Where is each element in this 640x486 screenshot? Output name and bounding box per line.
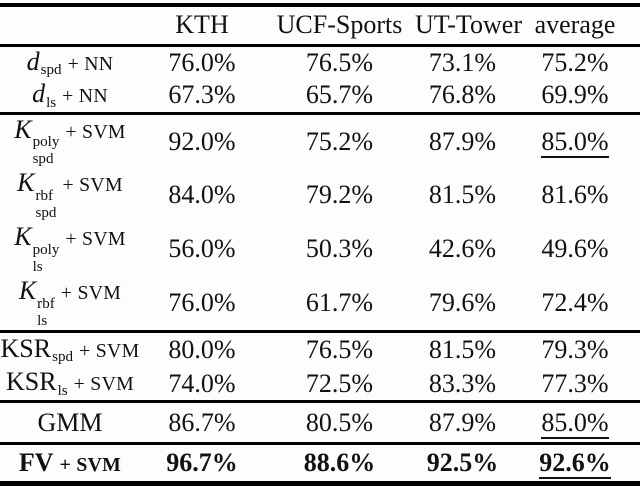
row-label bbox=[0, 444, 140, 484]
value-cell: 76.5% bbox=[305, 47, 374, 77]
label-superscript: rbf bbox=[35, 187, 54, 204]
value-cell: 79.3% bbox=[541, 335, 609, 365]
value-cell: 72.4% bbox=[541, 288, 609, 318]
table-group bbox=[0, 332, 640, 402]
label-base: d bbox=[26, 46, 40, 76]
table-group bbox=[0, 444, 640, 484]
value-cell: 80.0% bbox=[168, 335, 236, 365]
underlined-value: 85.0% bbox=[541, 126, 609, 156]
label-subscript: ls bbox=[57, 382, 68, 399]
table-row bbox=[0, 276, 640, 331]
value-cell: 75.2% bbox=[305, 126, 374, 156]
value-cell: 42.6% bbox=[428, 234, 497, 264]
label-base: K bbox=[14, 114, 32, 144]
row-label bbox=[0, 113, 140, 168]
label-base: GMM bbox=[37, 407, 103, 437]
header-row bbox=[0, 5, 640, 45]
value-cell: 74.0% bbox=[168, 368, 236, 398]
value-cell: 77.3% bbox=[541, 368, 609, 398]
value-cell: 81.6% bbox=[541, 180, 609, 210]
value-cell: 56.0% bbox=[168, 234, 236, 264]
table-row bbox=[0, 444, 640, 484]
value-cell: 75.2% bbox=[541, 47, 609, 77]
label-subscript: spd bbox=[40, 62, 62, 79]
label-supsub bbox=[33, 242, 60, 277]
value-cell: 76.0% bbox=[168, 288, 236, 318]
underlined-value: 85.0% bbox=[541, 407, 609, 437]
label-base: d bbox=[32, 79, 46, 109]
value-cell: 79.2% bbox=[305, 180, 374, 210]
row-label bbox=[0, 402, 140, 444]
table-row bbox=[0, 367, 640, 402]
row-label bbox=[0, 367, 140, 402]
col-header-ucf-sports: UCF-Sports bbox=[276, 10, 403, 40]
value-cell: 72.5% bbox=[305, 368, 374, 398]
row-label bbox=[0, 168, 140, 222]
results-table bbox=[0, 3, 640, 486]
value-cell bbox=[510, 402, 640, 444]
value-cell: 73.1% bbox=[428, 47, 497, 77]
value-cell: 76.5% bbox=[305, 335, 374, 365]
value-cell: 86.7% bbox=[168, 407, 236, 437]
row-label bbox=[0, 332, 140, 367]
label-base: K bbox=[17, 168, 35, 198]
label-superscript: poly bbox=[32, 241, 60, 258]
value-cell: 67.3% bbox=[168, 80, 236, 110]
value-cell: 79.6% bbox=[428, 288, 497, 318]
table-row bbox=[0, 45, 640, 79]
label-supsub bbox=[37, 296, 55, 331]
col-header-kth: KTH bbox=[175, 10, 229, 40]
label-suffix: + SVM bbox=[59, 454, 122, 477]
value-cell: 83.3% bbox=[428, 368, 497, 398]
label-base: K bbox=[14, 222, 32, 252]
label-base: KSR bbox=[0, 333, 52, 363]
label-subscript: spd bbox=[52, 349, 74, 366]
label-suffix: + NN bbox=[67, 52, 114, 75]
label-supsub bbox=[36, 188, 57, 223]
table-group bbox=[0, 45, 640, 113]
table-row bbox=[0, 168, 640, 222]
table-group bbox=[0, 113, 640, 332]
value-cell: 76.8% bbox=[428, 80, 497, 110]
table-row bbox=[0, 402, 640, 444]
row-label bbox=[0, 79, 140, 113]
value-cell: 76.0% bbox=[168, 47, 236, 77]
label-subscript: spd bbox=[35, 205, 57, 222]
label-superscript: rbf bbox=[37, 295, 55, 312]
label-subscript: ls bbox=[46, 94, 57, 111]
table-row bbox=[0, 332, 640, 367]
label-base: FV bbox=[18, 448, 54, 478]
underlined-value: 92.6% bbox=[539, 448, 611, 478]
value-cell: 50.3% bbox=[305, 234, 374, 264]
table-group bbox=[0, 402, 640, 444]
table-row bbox=[0, 113, 640, 168]
label-subscript: ls bbox=[32, 259, 43, 276]
label-base: KSR bbox=[5, 367, 57, 397]
label-supsub bbox=[33, 134, 60, 169]
value-cell: 87.9% bbox=[428, 126, 497, 156]
value-cell: 49.6% bbox=[541, 234, 609, 264]
label-suffix: + SVM bbox=[62, 174, 123, 197]
value-cell bbox=[510, 444, 640, 484]
value-cell: 84.0% bbox=[168, 180, 236, 210]
col-header-ut-tower: UT-Tower bbox=[415, 10, 522, 40]
label-suffix: + SVM bbox=[60, 282, 122, 305]
col-header-average: average bbox=[534, 10, 616, 40]
value-cell: 96.7% bbox=[166, 448, 238, 478]
value-cell: 80.5% bbox=[305, 407, 374, 437]
label-suffix: + SVM bbox=[65, 120, 126, 143]
label-superscript: poly bbox=[32, 133, 60, 150]
label-suffix: + NN bbox=[62, 85, 108, 108]
label-base: K bbox=[18, 276, 37, 306]
row-label bbox=[0, 45, 140, 79]
table-row bbox=[0, 79, 640, 113]
value-cell: 65.7% bbox=[305, 80, 374, 110]
label-subscript: ls bbox=[37, 312, 48, 329]
label-suffix: + SVM bbox=[73, 373, 135, 396]
value-cell: 87.9% bbox=[428, 407, 497, 437]
table-header bbox=[0, 5, 640, 45]
value-cell: 61.7% bbox=[305, 288, 374, 318]
header-empty-cell bbox=[0, 5, 140, 45]
value-cell: 92.0% bbox=[168, 126, 236, 156]
value-cell: 69.9% bbox=[541, 80, 609, 110]
label-suffix: + SVM bbox=[65, 228, 126, 251]
row-label bbox=[0, 222, 140, 276]
label-suffix: + SVM bbox=[79, 339, 140, 362]
value-cell: 92.5% bbox=[426, 448, 499, 478]
table-row bbox=[0, 222, 640, 276]
label-subscript: spd bbox=[32, 151, 54, 168]
row-label bbox=[0, 276, 140, 331]
value-cell: 81.5% bbox=[428, 180, 497, 210]
value-cell: 81.5% bbox=[428, 335, 497, 365]
value-cell: 88.6% bbox=[303, 448, 376, 478]
value-cell bbox=[510, 113, 640, 168]
